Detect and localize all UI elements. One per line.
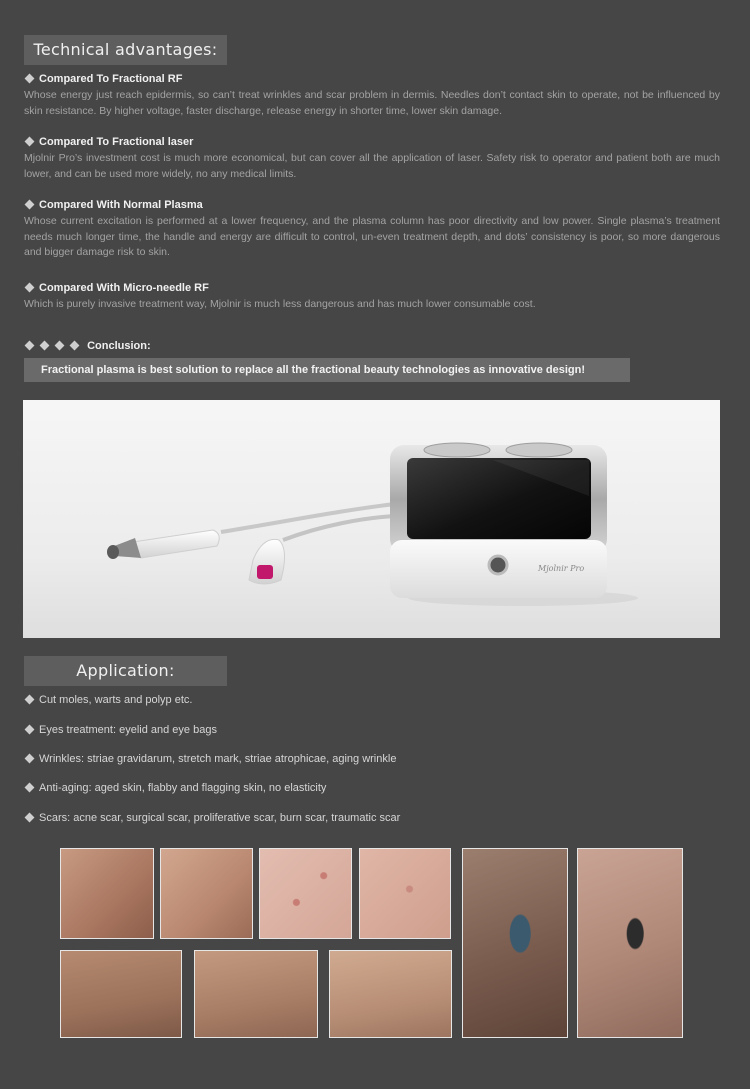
item-title-fractional-laser [24,136,193,148]
diamond-bullet-icon [55,341,65,351]
photo-acne-after [359,848,451,939]
photo-eye-after [577,848,683,1038]
item-text-fractional-laser: Mjolnir Pro’s investment cost is much more economical, but can cover all the application of laser. Safety risk to operator and patient both are much lower, and can be used more widely, no any medical limits. [24,152,720,180]
application-item-text: Cut moles, warts and polyp etc. [39,694,193,706]
application-item-text: Anti-aging: aged skin, flabby and flagging skin, no elasticity [39,782,327,794]
conclusion-label-row [24,340,151,352]
conclusion-banner: Fractional plasma is best solution to replace all the fractional beauty technologies as innovative design! [24,358,630,382]
photo-acne-before [259,848,352,939]
diamond-bullet-icon [70,341,80,351]
diamond-bullet-icon [25,283,35,293]
item-title-text: Compared With Normal Plasma [39,199,203,211]
item-title-text: Compared With Micro-needle RF [39,282,209,294]
diamond-bullet-icon [25,200,35,210]
product-image [23,400,720,638]
photo-scar-3 [329,950,452,1038]
diamond-bullet-icon [25,725,35,735]
application-item-text: Eyes treatment: eyelid and eye bags [39,724,217,736]
photo-eye-before [462,848,568,1038]
diamond-bullet-icon [25,74,35,84]
application-item [24,753,396,765]
device-illustration [23,400,720,638]
item-text-fractional-rf: Whose energy just reach epidermis, so can’t treat wrinkles and scar problem in dermis. Needles don’t contact skin to operate, not be influenced by skin resistance. By higher voltage, faster discharge, release energy in shorter time, lower skin damage. [24,89,720,117]
diamond-bullet-icon [25,137,35,147]
diamond-bullet-icon [25,783,35,793]
item-title-text: Compared To Fractional laser [39,136,194,148]
diamond-bullet-icon [25,813,35,823]
diamond-bullet-icon [25,754,35,764]
application-item [24,724,217,736]
item-text-normal-plasma: Whose current excitation is performed at a lower frequency, and the plasma column has poor directivity and low power. Single plasma’s treatment needs much longer time, the handle and energy are difficult to control, un-even treatment depth, and dots’ consistency is poor, so more dangerous and bigger damage risk to skin. [24,215,720,258]
application-item [24,812,400,824]
diamond-bullet-icon [25,695,35,705]
photo-wrinkles-before [60,848,154,939]
photo-wrinkles-after [160,848,253,939]
technical-advantages-heading: Technical advantages: [24,35,227,65]
diamond-bullet-icon [25,341,35,351]
item-title-normal-plasma [24,199,203,211]
application-item-text: Wrinkles: striae gravidarum, stretch mark, striae atrophicae, aging wrinkle [39,753,397,765]
item-title-micro-needle-rf [24,282,209,294]
item-title-text: Compared To Fractional RF [39,73,183,85]
brand-script-text: Mjolnir Pro [538,564,585,573]
photo-scar-1 [60,950,182,1038]
item-text-micro-needle-rf: Which is purely invasive treatment way, Mjolnir is much less dangerous and has much lower consumable cost. [24,298,536,310]
conclusion-label: Conclusion: [87,340,151,352]
application-heading: Application: [24,656,227,686]
application-item-text: Scars: acne scar, surgical scar, proliferative scar, burn scar, traumatic scar [39,812,401,824]
application-item [24,694,192,706]
photo-scar-2 [194,950,318,1038]
diamond-bullet-icon [40,341,50,351]
item-title-fractional-rf [24,73,182,85]
application-item [24,782,326,794]
